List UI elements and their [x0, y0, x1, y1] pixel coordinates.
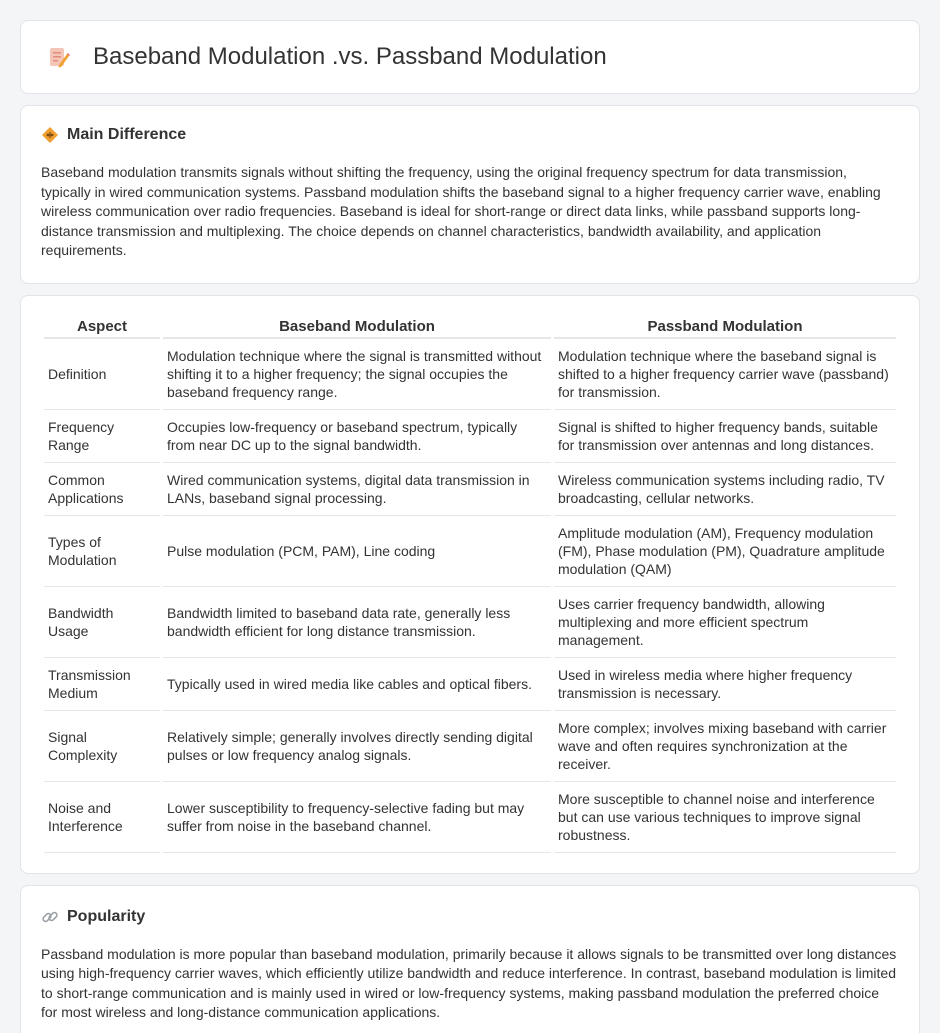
table-row	[44, 516, 896, 587]
document-pencil-icon	[47, 45, 71, 69]
row-passband: More susceptible to channel noise and interference but can use various techniques to improve signal robustness.	[554, 782, 896, 853]
table-row	[44, 463, 896, 516]
table-row	[44, 711, 896, 782]
row-aspect: Noise and Interference	[44, 782, 160, 853]
row-passband: Wireless communication systems including radio, TV broadcasting, cellular networks.	[554, 463, 896, 516]
row-baseband: Typically used in wired media like cables and optical fibers.	[163, 658, 551, 711]
header-aspect: Aspect	[44, 312, 160, 339]
row-baseband: Occupies low-frequency or baseband spectrum, typically from near DC up to the signal bandwidth.	[163, 410, 551, 463]
row-passband: Used in wireless media where higher frequency transmission is necessary.	[554, 658, 896, 711]
popularity-header	[41, 908, 899, 926]
row-aspect: Common Applications	[44, 463, 160, 516]
header-passband: Passband Modulation	[554, 312, 896, 339]
row-baseband: Relatively simple; generally involves directly sending digital pulses or low frequency analog signals.	[163, 711, 551, 782]
row-aspect: Signal Complexity	[44, 711, 160, 782]
row-passband: Signal is shifted to higher frequency bands, suitable for transmission over antennas and long distances.	[554, 410, 896, 463]
main-difference-card	[20, 105, 920, 284]
page-title: Baseband Modulation .vs. Passband Modulation	[93, 43, 607, 70]
row-baseband: Bandwidth limited to baseband data rate, generally less bandwidth efficient for long distance transmission.	[163, 587, 551, 658]
table-row	[44, 410, 896, 463]
main-difference-header	[41, 126, 899, 144]
row-passband: Modulation technique where the baseband signal is shifted to a higher frequency carrier wave (passband) for transmission.	[554, 339, 896, 410]
row-baseband: Wired communication systems, digital data transmission in LANs, baseband signal processing.	[163, 463, 551, 516]
row-baseband: Lower susceptibility to frequency-selective fading but may suffer from noise in the baseband channel.	[163, 782, 551, 853]
row-passband: Uses carrier frequency bandwidth, allowing multiplexing and more efficient spectrum management.	[554, 587, 896, 658]
link-icon	[41, 908, 59, 926]
comparison-table-card	[20, 295, 920, 874]
header-baseband: Baseband Modulation	[163, 312, 551, 339]
popularity-text: Passband modulation is more popular than baseband modulation, primarily because it allows signals to be transmitted over long distances using high-frequency carrier waves, which efficiently utilize bandwidth and reduce interference. In contrast, baseband modulation is limited to short-range communication and is mainly used in wired or low-frequency systems, making passband modulation the preferred choice for most wireless and long-distance communication applications.	[41, 945, 897, 1020]
main-difference-text: Baseband modulation transmits signals without shifting the frequency, using the original frequency spectrum for data transmission, typically in wired communication systems. Passband modulation shifts the baseband signal to a higher frequency carrier wave, enabling wireless communication over radio frequencies. Baseband is ideal for short-range or direct data links, while passband supports long-distance transmission and multiplexing. The choice depends on channel characteristics, bandwidth availability, and application requirements.	[41, 164, 881, 258]
popularity-heading: Popularity	[67, 907, 146, 925]
row-aspect: Bandwidth Usage	[44, 587, 160, 658]
row-baseband: Modulation technique where the signal is transmitted without shifting it to a higher frequency; the signal occupies the baseband frequency range.	[163, 339, 551, 410]
main-difference-heading: Main Difference	[67, 126, 187, 143]
table-row	[44, 587, 896, 658]
table-row	[44, 782, 896, 853]
diamond-icon	[41, 126, 59, 144]
row-passband: More complex; involves mixing baseband with carrier wave and often requires synchronization at the receiver.	[554, 711, 896, 782]
comparison-table	[41, 312, 899, 853]
table-header-row	[44, 312, 896, 339]
title-card	[20, 20, 920, 94]
table-row	[44, 658, 896, 711]
row-aspect: Transmission Medium	[44, 658, 160, 711]
row-baseband: Pulse modulation (PCM, PAM), Line coding	[163, 516, 551, 587]
row-aspect: Types of Modulation	[44, 516, 160, 587]
popularity-card	[20, 885, 920, 1033]
row-aspect: Frequency Range	[44, 410, 160, 463]
row-aspect: Definition	[44, 339, 160, 410]
row-passband: Amplitude modulation (AM), Frequency modulation (FM), Phase modulation (PM), Quadrature amplitude modulation (QAM)	[554, 516, 896, 587]
table-row	[44, 339, 896, 410]
